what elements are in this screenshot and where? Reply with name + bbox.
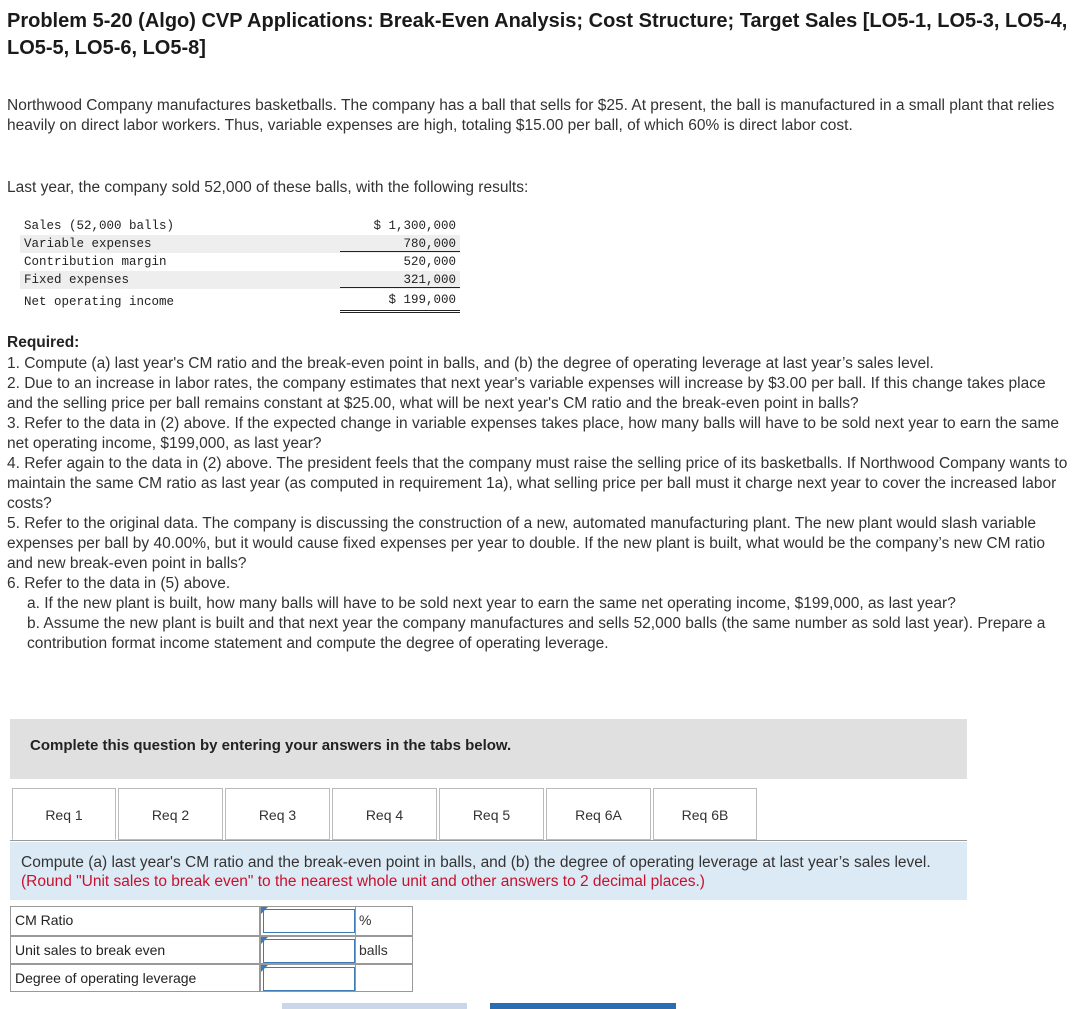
requirement-item: 4. Refer again to the data in (2) above. The president feels that the company must raise the selling price of its basketballs. If Northwood Company wants to maintain the same CM ratio as last year (as computed in requirement 1a), what selling price per ball must it charge next year to cover the increased labor costs?	[7, 455, 1068, 512]
row-value: 780,000	[340, 237, 460, 252]
requirement-item: 3. Refer to the data in (2) above. If the expected change in variable expenses takes place, how many balls will have to be sold next year to earn the same net operating income, $199,000, as last year?	[7, 415, 1060, 452]
previous-tab-button[interactable]	[282, 1003, 467, 1009]
tab-req-1[interactable]: Req 1	[12, 788, 116, 840]
answer-row-dol	[10, 964, 414, 992]
input-marker-icon	[261, 907, 268, 914]
table-row	[20, 271, 460, 289]
required-heading: Required:	[7, 334, 80, 351]
row-label: Fixed expenses	[24, 273, 130, 287]
sub-requirement-item: a. If the new plant is built, how many balls will have to be sold next year to earn the same net operating income, $199,000, as last year?	[27, 595, 956, 612]
tab-req-6a[interactable]: Req 6A	[546, 788, 651, 840]
row-label: Sales (52,000 balls)	[24, 219, 175, 233]
answer-row-cm-ratio	[10, 906, 414, 936]
answer-label: Unit sales to break even	[10, 936, 260, 964]
row-value: $ 1,300,000	[373, 219, 456, 233]
table-row	[20, 289, 460, 315]
input-marker-icon	[261, 937, 268, 944]
table-row	[20, 217, 460, 235]
row-label: Variable expenses	[24, 237, 152, 251]
answer-cell	[260, 936, 356, 964]
row-value: $ 199,000	[340, 291, 460, 313]
instruction-box	[10, 842, 967, 900]
row-label: Net operating income	[24, 295, 175, 309]
rounding-note: (Round "Unit sales to break even" to the nearest whole unit and other answers to 2 decimal places.)	[21, 873, 705, 890]
tab-divider	[10, 840, 967, 841]
table-row	[20, 253, 460, 271]
requirement-item: 5. Refer to the original data. The company is discussing the construction of a new, automated manufacturing plant. The new plant would slash variable expenses per ball by 40.00%, but it would cause fixed expenses per year to double. If the new plant is built, what would be the company’s new CM ratio and new break-even point in balls?	[7, 515, 1045, 572]
last-year-paragraph: Last year, the company sold 52,000 of these balls, with the following results:	[7, 179, 529, 196]
tab-req-5[interactable]: Req 5	[439, 788, 544, 840]
operating-leverage-input[interactable]	[263, 967, 355, 991]
break-even-units-input[interactable]	[263, 939, 355, 963]
banner-text: Complete this question by entering your answers in the tabs below.	[30, 737, 512, 754]
tab-req-4[interactable]: Req 4	[332, 788, 437, 840]
intro-paragraph: Northwood Company manufactures basketballs. The company has a ball that sells for $25. At present, the ball is manufactured in a small plant that relies heavily on direct labor workers. Thus, variable expenses are high, totaling $15.00 per ball, of which 60% is direct labor cost.	[7, 97, 1055, 134]
next-tab-button[interactable]	[490, 1003, 676, 1009]
requirement-item: 1. Compute (a) last year's CM ratio and the break-even point in balls, and (b) the degree of operating leverage at last year’s sales level.	[7, 355, 934, 372]
answer-cell	[260, 964, 356, 992]
tab-req-3[interactable]: Req 3	[225, 788, 330, 840]
answer-cell	[260, 906, 356, 936]
answer-label: CM Ratio	[10, 906, 260, 936]
answer-table	[10, 906, 414, 992]
answer-row-break-even	[10, 936, 414, 964]
instructions-banner	[10, 719, 967, 779]
sub-requirement-item: b. Assume the new plant is built and that next year the company manufactures and sells 52,000 balls (the same number as sold last year). Prepare a contribution format income statement and compute the degree of operating leverage.	[27, 615, 1046, 652]
table-row	[20, 235, 460, 253]
requirements-list	[7, 354, 1072, 654]
cm-ratio-input[interactable]	[263, 909, 355, 933]
row-value: 520,000	[403, 255, 456, 269]
instruction-text: Compute (a) last year's CM ratio and the break-even point in balls, and (b) the degree of operating leverage at last year’s sales level.	[21, 854, 931, 871]
problem-title: Problem 5-20 (Algo) CVP Applications: Break-Even Analysis; Cost Structure; Target Sales [LO5-1, LO5-3, LO5-4, LO5-5, LO5-6, LO5-8]	[7, 10, 1068, 59]
input-marker-icon	[261, 965, 268, 972]
answer-unit: balls	[355, 936, 413, 964]
answer-label: Degree of operating leverage	[10, 964, 260, 992]
row-label: Contribution margin	[24, 255, 167, 269]
tab-req-2[interactable]: Req 2	[118, 788, 223, 840]
requirement-item: 2. Due to an increase in labor rates, the company estimates that next year's variable expenses will increase by $3.00 per ball. If this change takes place and the selling price per ball remains constant at $25.00, what will be next year's CM ratio and the break-even point in balls?	[7, 375, 1046, 412]
requirement-item: 6. Refer to the data in (5) above.	[7, 575, 231, 592]
tab-req-6b[interactable]: Req 6B	[653, 788, 757, 840]
answer-unit	[355, 964, 413, 992]
results-table	[20, 217, 460, 315]
answer-unit: %	[355, 906, 413, 936]
row-value: 321,000	[340, 273, 460, 288]
